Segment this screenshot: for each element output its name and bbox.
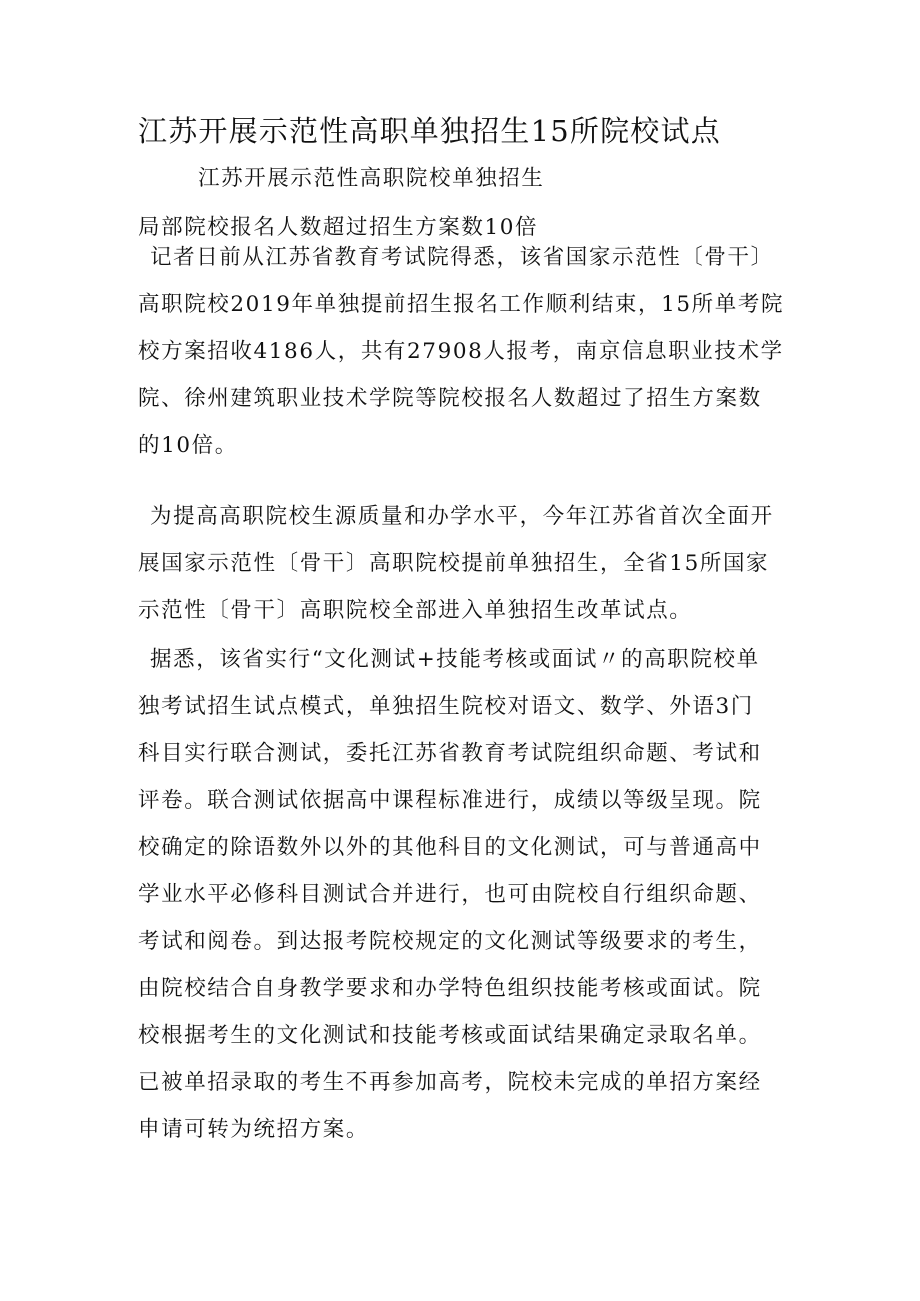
paragraph-line: 评卷。联合测试依据高中课程标准进行，成绩以等级呈现。院 bbox=[138, 788, 762, 813]
document-title: 江苏开展示范性高职单独招生15所院校试点 bbox=[138, 114, 721, 148]
paragraph-line: 申请可转为统招方案。 bbox=[138, 1117, 370, 1142]
paragraph-line: 据悉，该省实行“文化测试+技能考核或面试〃的高职院校单 bbox=[150, 647, 760, 672]
paragraph-line: 科目实行联合测试，委托江苏省教育考试院组织命题、考试和 bbox=[138, 741, 762, 766]
document-subtitle: 江苏开展示范性高职院校单独招生 bbox=[198, 166, 545, 191]
paragraph-line: 院、徐州建筑职业技术学院等院校报名人数超过了招生方案数 bbox=[138, 386, 762, 411]
paragraph-line: 学业水平必修科目测试合并进行，也可由院校自行组织命题、 bbox=[138, 882, 762, 907]
paragraph-line: 示范性〔骨干〕高职院校全部进入单独招生改革试点。 bbox=[138, 598, 693, 623]
paragraph-line: 由院校结合自身教学要求和办学特色组织技能考核或面试。院 bbox=[138, 976, 762, 1001]
paragraph-line: 记者日前从江苏省教育考试院得悉，该省国家示范性〔骨干〕 bbox=[150, 245, 774, 270]
paragraph-line: 的10倍。 bbox=[138, 433, 238, 458]
paragraph-line: 校方案招收4186人，共有27908人报考，南京信息职业技术学 bbox=[138, 339, 784, 364]
paragraph-line: 为提高高职院校生源质量和办学水平，今年江苏省首次全面开 bbox=[150, 504, 774, 529]
paragraph-line: 考试和阅卷。到达报考院校规定的文化测试等级要求的考生， bbox=[138, 929, 762, 954]
paragraph-admission-model bbox=[138, 636, 798, 1153]
paragraph-line: 校根据考生的文化测试和技能考核或面试结果确定录取名单。 bbox=[138, 1023, 762, 1048]
paragraph-registration-results bbox=[138, 234, 798, 469]
paragraph-line: 已被单招录取的考生不再参加高考，院校未完成的单招方案经 bbox=[138, 1070, 762, 1095]
paragraph-pilot-reform bbox=[138, 493, 798, 634]
paragraph-line: 高职院校2019年单独提前招生报名工作顺利结束，15所单考院 bbox=[138, 292, 785, 317]
document-lead: 局部院校报名人数超过招生方案数10倍 bbox=[138, 215, 539, 240]
paragraph-line: 展国家示范性〔骨干〕高职院校提前单独招生，全省15所国家 bbox=[138, 551, 770, 576]
paragraph-line: 校确定的除语数外以外的其他科目的文化测试，可与普通高中 bbox=[138, 835, 762, 860]
paragraph-line: 独考试招生试点模式，单独招生院校对语文、数学、外语3门 bbox=[138, 694, 754, 719]
